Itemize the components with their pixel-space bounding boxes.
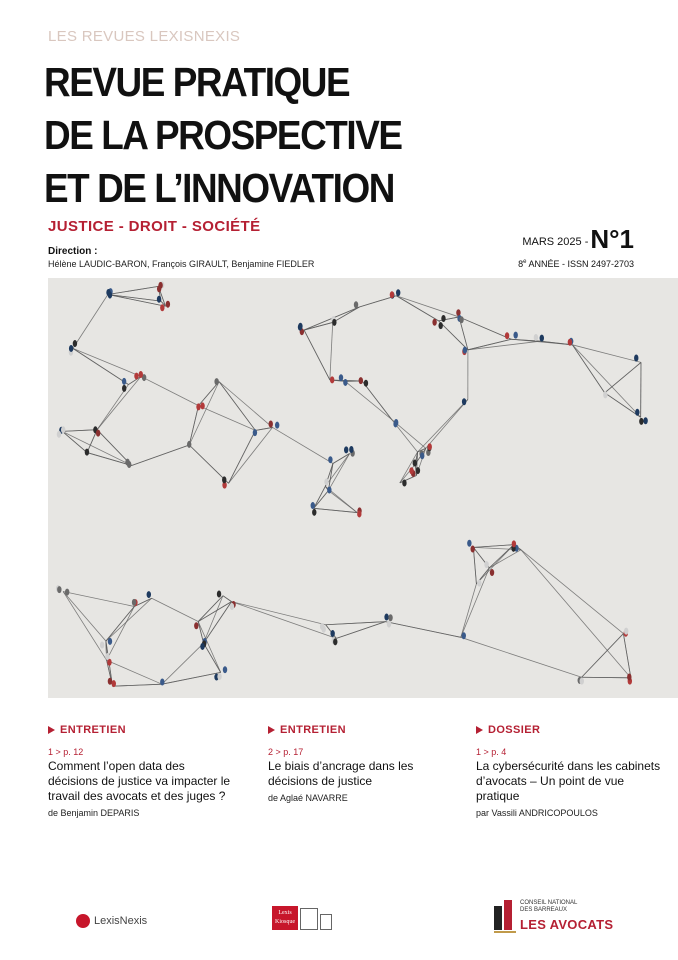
- section-arrow-icon: [476, 726, 483, 734]
- article-1-section: [48, 724, 236, 736]
- person-figure: [409, 467, 413, 474]
- person-figure: [320, 623, 324, 630]
- person-figure: [439, 322, 443, 329]
- person-figure: [166, 301, 170, 308]
- person-figure: [147, 591, 151, 598]
- person-figure: [639, 418, 643, 425]
- issue-info: [522, 226, 634, 252]
- person-figure: [359, 377, 363, 384]
- series-label: LES REVUES LEXISNEXIS: [48, 28, 241, 45]
- cnb-logo: [494, 900, 613, 934]
- person-figure: [108, 638, 112, 645]
- article-3[interactable]: [476, 724, 664, 818]
- person-figure: [441, 315, 445, 322]
- cnb-line-3: LES AVOCATS: [520, 917, 614, 932]
- person-figure: [217, 591, 221, 598]
- person-figure: [108, 678, 112, 685]
- person-figure: [459, 316, 463, 323]
- cnb-line-1: CONSEIL NATIONAL: [520, 900, 578, 906]
- person-figure: [416, 467, 420, 474]
- person-figure: [463, 347, 467, 354]
- person-figure: [85, 449, 89, 456]
- person-figure: [132, 599, 136, 606]
- person-figure: [96, 430, 100, 437]
- issue-number: N°1: [590, 224, 634, 254]
- person-figure: [194, 622, 198, 629]
- person-figure: [512, 540, 516, 547]
- person-figure: [490, 569, 494, 576]
- article-3-ref: 1 > p. 4: [476, 747, 507, 757]
- article-1-ref: 1 > p. 12: [48, 747, 84, 757]
- issue-year-sup: e: [523, 259, 527, 265]
- person-figure: [332, 319, 336, 326]
- person-figure: [462, 398, 466, 405]
- article-2-title[interactable]: Le biais d’ancrage dans les décisions de justice: [268, 759, 414, 788]
- person-figure: [349, 446, 353, 453]
- person-figure: [112, 680, 116, 687]
- person-figure: [364, 380, 368, 387]
- person-figure: [139, 371, 143, 378]
- direction-label: Direction :: [48, 246, 98, 257]
- lexisnexis-logo: [76, 914, 147, 928]
- person-figure: [200, 402, 204, 409]
- person-figure: [160, 304, 164, 311]
- article-1[interactable]: [48, 724, 236, 818]
- person-figure: [312, 509, 316, 516]
- title-line-1: REVUE PRATIQUE: [44, 59, 350, 105]
- person-figure: [354, 301, 358, 308]
- person-figure: [384, 614, 388, 621]
- direction-names: Hélène LAUDIC-BARON, François GIRAULT, Benjamine FIEDLER: [48, 259, 315, 269]
- person-figure: [65, 589, 69, 596]
- lexis-kiosque-logo: [272, 906, 332, 930]
- person-figure: [357, 510, 361, 517]
- person-figure: [343, 379, 347, 386]
- lexisnexis-logo-text: LexisNexis: [94, 915, 148, 927]
- lexisnexis-emblem-icon: [76, 914, 90, 928]
- person-figure: [269, 421, 273, 428]
- person-figure: [634, 355, 638, 362]
- person-figure: [580, 678, 584, 685]
- person-figure: [217, 673, 221, 680]
- person-figure: [158, 282, 162, 289]
- person-figure: [230, 603, 234, 610]
- person-figure: [106, 289, 110, 296]
- article-3-section-label: DOSSIER: [488, 724, 541, 736]
- person-figure: [333, 638, 337, 645]
- journal-subtitle: JUSTICE - DROIT - SOCIÉTÉ: [48, 218, 261, 235]
- issue-year-issn: [518, 259, 634, 269]
- person-figure: [275, 422, 279, 429]
- person-figure: [388, 614, 392, 621]
- issue-year-rest: ANNÉE - ISSN 2497-2703: [526, 259, 634, 269]
- person-figure: [105, 653, 109, 660]
- article-2-author: de Aglaé NAVARRE: [268, 793, 348, 803]
- person-figure: [624, 628, 628, 635]
- person-figure: [187, 441, 191, 448]
- person-figure: [222, 476, 226, 483]
- person-figure: [57, 586, 61, 593]
- person-figure: [603, 391, 607, 398]
- person-figure: [324, 478, 328, 485]
- person-figure: [327, 486, 331, 493]
- section-arrow-icon: [268, 726, 275, 734]
- article-2-ref: 2 > p. 17: [268, 747, 304, 757]
- kiosque-line-2: Kiosque: [275, 919, 295, 925]
- article-3-section: [476, 724, 664, 736]
- journal-title: [44, 56, 402, 215]
- person-figure: [122, 385, 126, 392]
- person-figure: [223, 666, 227, 673]
- kiosque-line-1: Lexis: [278, 910, 292, 916]
- person-figure: [427, 443, 431, 450]
- issue-date: MARS 2025 -: [522, 236, 589, 248]
- person-figure: [534, 334, 538, 341]
- person-figure: [339, 374, 343, 381]
- article-3-title[interactable]: La cybersécurité dans les cabinets d’avocats – Un point de vue pratique: [476, 759, 661, 803]
- person-figure: [394, 419, 398, 426]
- person-figure: [396, 289, 400, 296]
- article-2[interactable]: [268, 724, 456, 803]
- article-2-section: [268, 724, 456, 736]
- person-figure: [462, 632, 466, 639]
- kiosque-badge: [272, 906, 298, 930]
- person-figure: [69, 345, 73, 352]
- person-figure: [643, 417, 647, 424]
- person-figure: [568, 339, 572, 346]
- person-figure: [330, 376, 334, 383]
- person-figure: [635, 409, 639, 416]
- person-figure: [253, 429, 257, 436]
- person-figure: [328, 456, 332, 463]
- person-figure: [311, 502, 315, 509]
- person-figure: [196, 403, 200, 410]
- section-arrow-icon: [48, 726, 55, 734]
- cover-photo: [48, 278, 678, 698]
- cnb-emblem-icon: [494, 900, 516, 934]
- issue-year-num: 8: [518, 259, 524, 269]
- article-2-section-label: ENTRETIEN: [280, 724, 346, 736]
- article-1-title[interactable]: Comment l’open data des décisions de justice va impacter le travail des avocats et des juges ?: [48, 759, 231, 803]
- person-figure: [477, 580, 481, 587]
- person-figure: [100, 642, 104, 649]
- phone-icon: [320, 914, 332, 930]
- person-figure: [540, 335, 544, 342]
- article-1-section-label: ENTRETIEN: [60, 724, 126, 736]
- person-figure: [627, 674, 631, 681]
- person-figure: [420, 452, 424, 459]
- article-1-author: de Benjamin DEPARIS: [48, 808, 140, 818]
- person-figure: [505, 332, 509, 339]
- person-figure: [73, 340, 77, 347]
- person-figure: [470, 546, 474, 553]
- person-figure: [402, 479, 406, 486]
- person-figure: [122, 378, 126, 385]
- person-figure: [127, 461, 131, 468]
- person-figure: [214, 378, 218, 385]
- person-figure: [513, 332, 517, 339]
- person-figure: [467, 540, 471, 547]
- person-figure: [298, 323, 302, 330]
- person-figure: [330, 630, 334, 637]
- article-3-author: par Vassili ANDRICOPOULOS: [476, 808, 598, 818]
- tablet-icon: [300, 908, 318, 930]
- person-figure: [413, 460, 417, 467]
- title-line-3: ET DE L’INNOVATION: [44, 165, 394, 211]
- person-figure: [61, 426, 65, 433]
- person-figure: [387, 621, 391, 628]
- person-figure: [134, 373, 138, 380]
- person-figure: [432, 319, 436, 326]
- title-line-2: DE LA PROSPECTIVE: [44, 112, 402, 158]
- person-figure: [157, 296, 161, 303]
- person-figure: [484, 561, 488, 568]
- person-figure: [390, 291, 394, 298]
- person-figure: [344, 446, 348, 453]
- person-figure: [57, 431, 61, 438]
- person-figure: [200, 643, 204, 650]
- person-figure: [160, 678, 164, 685]
- cnb-line-2: DES BARREAUX: [520, 907, 568, 913]
